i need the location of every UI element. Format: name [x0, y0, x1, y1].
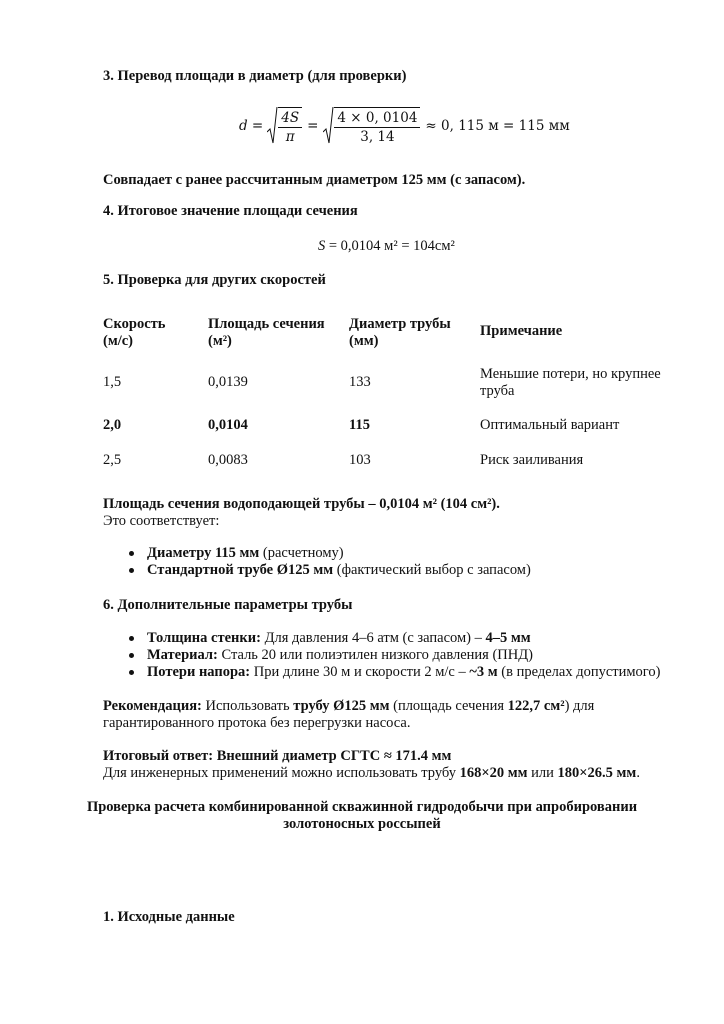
table-row-3-speed: 2,5 [103, 452, 122, 468]
summary-text: Это соответствует: [103, 513, 220, 529]
list-item: Диаметру 115 мм (расчетному) [147, 545, 344, 561]
bullet-icon [129, 568, 134, 573]
table-row-2-speed: 2,0 [103, 417, 122, 433]
table-row-3-area: 0,0083 [208, 452, 248, 468]
recommendation-line-2: гарантированного протока без перегрузки насоса. [103, 715, 411, 731]
table-row-2-area: 0,0104 [208, 417, 248, 433]
section-4-title: 4. Итоговое значение площади сечения [103, 203, 358, 219]
frac1-numerator: 4S [278, 110, 302, 128]
table-row-1-speed: 1,5 [103, 374, 122, 390]
table-row-1-diameter: 133 [349, 374, 371, 390]
header-area: Площадь сечения (м²) [208, 316, 325, 349]
formula-result: ≈ 0, 115 м = 115 мм [425, 118, 570, 134]
header-diameter: Диаметр трубы (мм) [349, 316, 451, 349]
table-row-2-diameter: 115 [349, 417, 370, 433]
diameter-formula [239, 106, 570, 146]
frac2-numerator: 4 × 0, 0104 [334, 110, 420, 128]
table-row-1-area: 0,0139 [208, 374, 248, 390]
header-speed: Скорость (м/с) [103, 316, 166, 349]
sqrt-1 [267, 106, 302, 146]
final-answer-title: Итоговый ответ: Внешний диаметр СГТС ≈ 171.4 мм [103, 748, 452, 764]
table-row-1-note: Меньшие потери, но крупнее труба [480, 366, 661, 399]
list-item-material: Материал: Сталь 20 или полиэтилен низкого давления (ПНД) [147, 647, 533, 663]
section-6-title: 6. Дополнительные параметры трубы [103, 597, 353, 613]
list-item-wall: Толщина стенки: Для давления 4–6 атм (с запасом) – 4–5 мм [147, 630, 531, 646]
list-item: Стандартной трубе Ø125 мм (фактический выбор с запасом) [147, 562, 531, 578]
final-answer-text: Для инженерных применений можно использовать трубу 168×20 мм или 180×26.5 мм. [103, 765, 640, 781]
next-section-title: Проверка расчета комбинированной скважинной гидродобычи при апробировании золотоносных россыпей [86, 799, 638, 832]
header-note: Примечание [480, 323, 563, 339]
table-row-3-note: Риск заиливания [480, 452, 584, 468]
bullet-icon [129, 670, 134, 675]
section-5-title: 5. Проверка для других скоростей [103, 272, 326, 288]
table-row-3-diameter: 103 [349, 452, 371, 468]
list-item-losses: Потери напора: При длине 30 м и скорости 2 м/с – ~3 м (в пределах допустимого) [147, 664, 661, 680]
section-3-title: 3. Перевод площади в диаметр (для проверки) [103, 68, 407, 84]
formula-lhs: d = [239, 118, 264, 134]
initial-data-title: 1. Исходные данные [103, 909, 235, 925]
table-row-2-note: Оптимальный вариант [480, 417, 620, 433]
sqrt-2 [323, 106, 420, 146]
recommendation-line-1: Рекомендация: Использовать трубу Ø125 мм (площадь сечения 122,7 см²) для [103, 698, 595, 714]
frac2-denominator: 3, 14 [360, 129, 395, 145]
summary-bold: Площадь сечения водоподающей трубы – 0,0104 м² (104 см²). [103, 496, 500, 512]
area-formula: S = 0,0104 м² = 104см² [318, 238, 455, 254]
bullet-icon [129, 653, 134, 658]
frac1-denominator: π [285, 129, 295, 145]
bullet-icon [129, 636, 134, 641]
formula-eq: = [307, 118, 319, 134]
section-3-conclusion: Совпадает с ранее рассчитанным диаметром 125 мм (с запасом). [103, 172, 526, 188]
bullet-icon [129, 551, 134, 556]
